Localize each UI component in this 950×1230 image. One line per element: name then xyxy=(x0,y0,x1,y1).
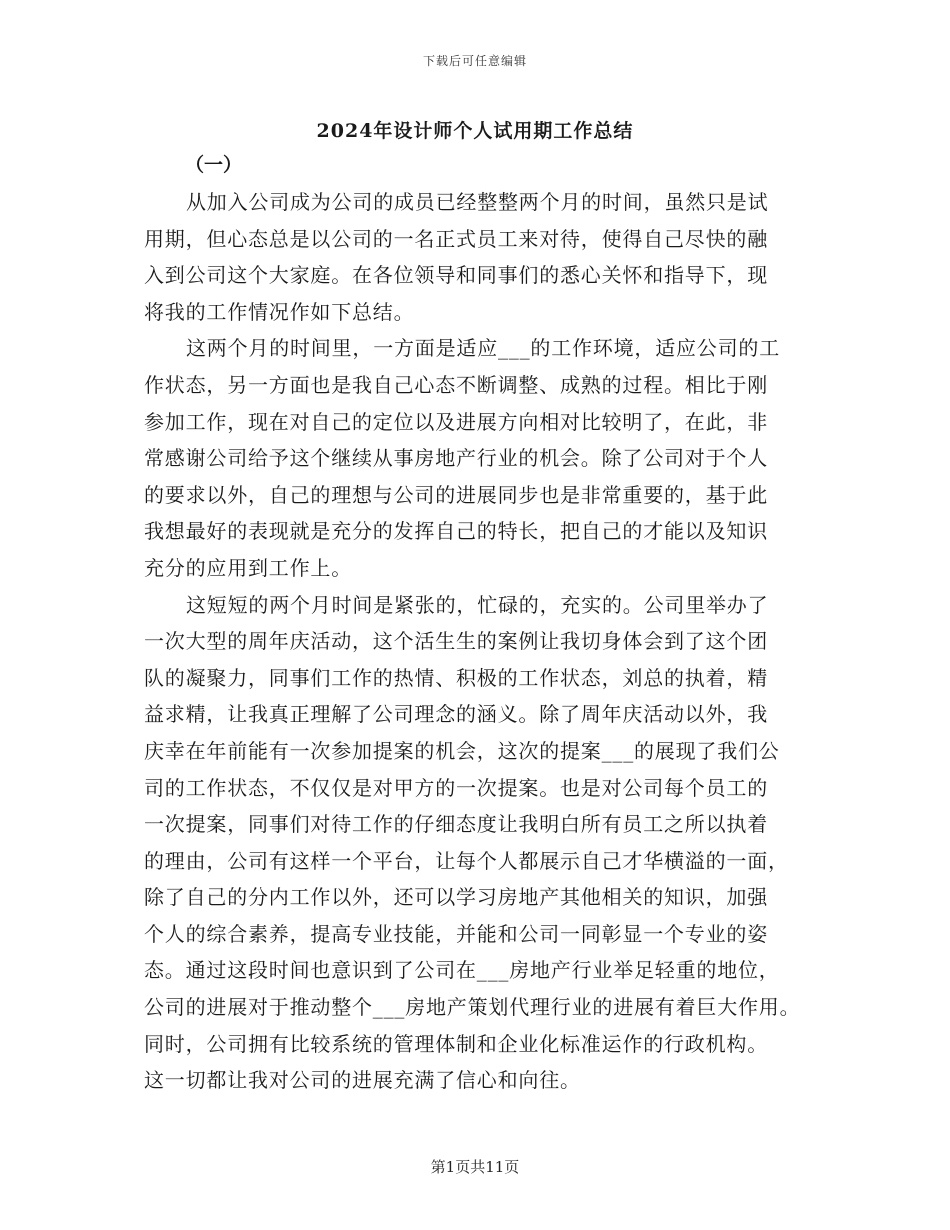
text-line: 常感谢公司给予这个继续从事房地产行业的机会。除了公司对于个人 xyxy=(144,446,768,471)
text-line: 这短短的两个月时间是紧张的，忙碌的，充实的。公司里举办了 xyxy=(186,592,769,617)
document-body xyxy=(144,184,834,1099)
text-line: 庆幸在年前能有一次参加提案的机会，这次的提案___的展现了我们公 xyxy=(144,738,780,763)
text-line: 我想最好的表现就是充分的发挥自己的特长，把自己的才能以及知识 xyxy=(144,519,768,544)
page-footer-number: 第1页共11页 xyxy=(430,1158,520,1176)
section-label: （一） xyxy=(185,154,243,176)
text-line: 的理由，公司有这样一个平台，让每个人都展示自己才华横溢的一面， xyxy=(144,848,789,873)
text-line: 参加工作，现在对自己的定位以及进展方向相对比较明了，在此，非 xyxy=(144,409,768,434)
text-line: 用期，但心态总是以公司的一名正式员工来对待，使得自己尽快的融 xyxy=(144,226,768,251)
text-line: 入到公司这个大家庭。在各位领导和同事们的悉心关怀和指导下，现 xyxy=(144,263,768,288)
text-line: 益求精，让我真正理解了公司理念的涵义。除了周年庆活动以外，我 xyxy=(144,702,768,727)
text-line: 一次大型的周年庆活动，这个活生生的案例让我切身体会到了这个团 xyxy=(144,629,768,654)
text-line: 这一切都让我对公司的进展充满了信心和向往。 xyxy=(144,1068,581,1093)
text-line: 除了自己的分内工作以外，还可以学习房地产其他相关的知识，加强 xyxy=(144,885,768,910)
text-line: 队的凝聚力，同事们工作的热情、积极的工作状态，刘总的执着，精 xyxy=(144,665,768,690)
page-header-note: 下载后可任意编辑 xyxy=(422,54,527,68)
text-line: 将我的工作情况作如下总结。 xyxy=(144,299,415,324)
text-line: 个人的综合素养，提高专业技能，并能和公司一同彰显一个专业的姿 xyxy=(144,921,768,946)
text-line: 的要求以外，自己的理想与公司的进展同步也是非常重要的，基于此 xyxy=(144,482,768,507)
text-line: 一次提案，同事们对待工作的仔细态度让我明白所有员工之所以执着 xyxy=(144,812,768,837)
text-line: 这两个月的时间里，一方面是适应___的工作环境，适应公司的工 xyxy=(186,336,780,361)
text-line: 同时，公司拥有比较系统的管理体制和企业化标准运作的行政机构。 xyxy=(144,1031,768,1056)
document-title: 2024年设计师个人试用期工作总结 xyxy=(316,120,634,142)
text-line: 充分的应用到工作上。 xyxy=(144,555,352,580)
text-line: 司的工作状态，不仅仅是对甲方的一次提案。也是对公司每个员工的 xyxy=(144,775,768,800)
text-line: 公司的进展对于推动整个___房地产策划代理行业的进展有着巨大作用。 xyxy=(144,995,801,1020)
text-line: 态。通过这段时间也意识到了公司在___房地产行业举足轻重的地位， xyxy=(144,958,780,983)
text-line: 从加入公司成为公司的成员已经整整两个月的时间，虽然只是试 xyxy=(186,190,769,214)
text-line: 作状态，另一方面也是我自己心态不断调整、成熟的过程。相比于刚 xyxy=(144,372,768,397)
